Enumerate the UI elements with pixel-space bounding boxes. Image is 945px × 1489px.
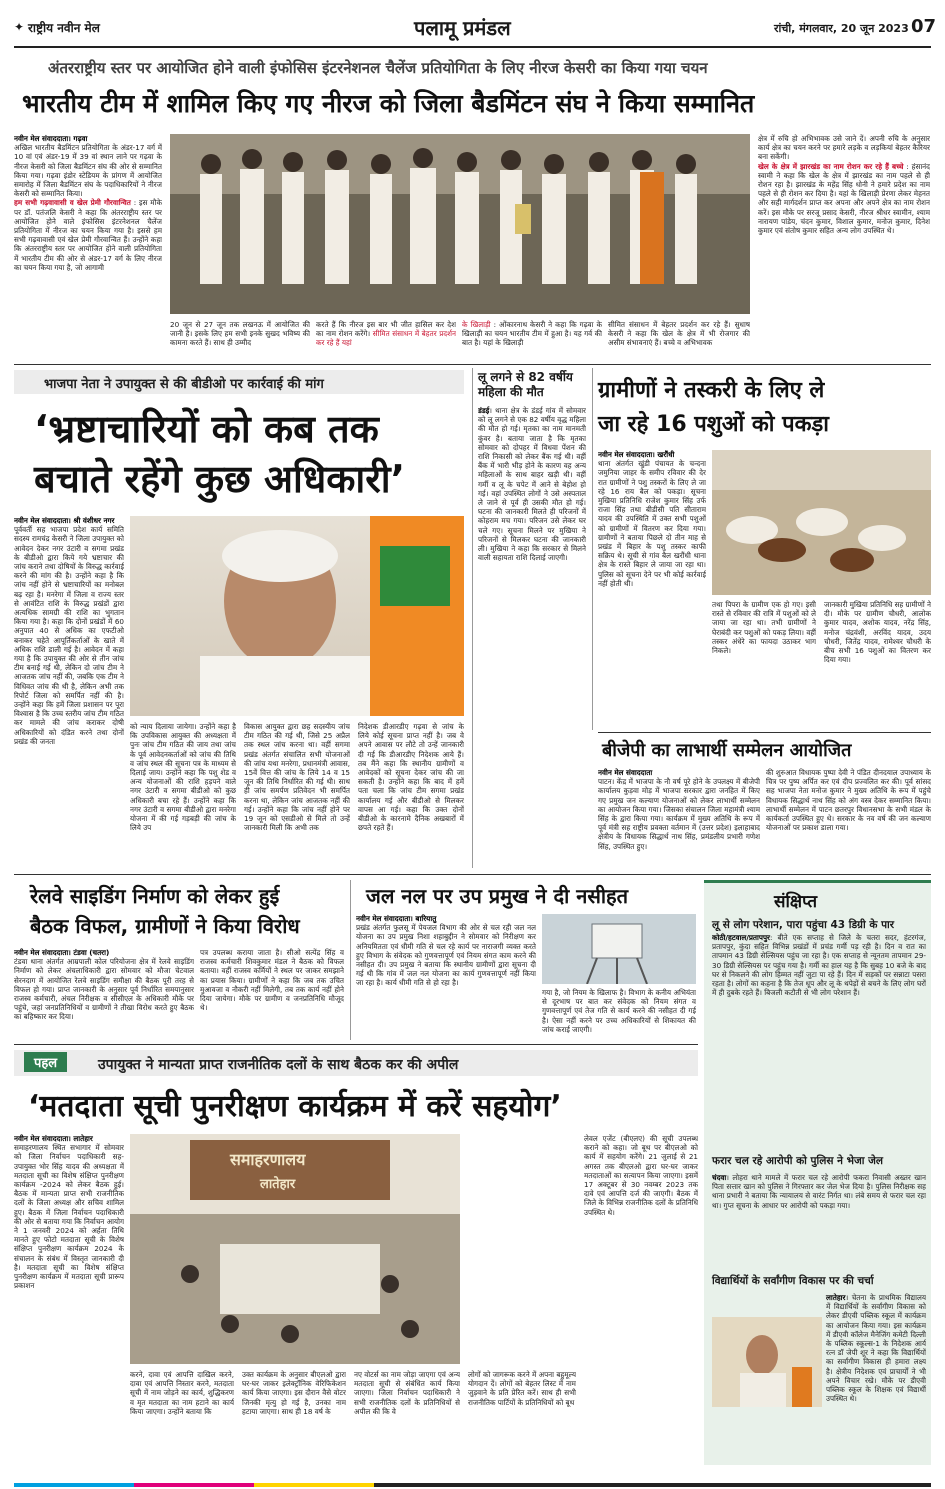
story1-byline: नवीन मेल संवाददाता। गढ़वा: [14, 134, 88, 143]
divider: [598, 732, 931, 733]
story7-column-2: गया है, जो नियम के खिलाफ है। विभाग के कनीय अभियंता से दूरभाष पर बात कर संवेदक को नियम संगत व गुणवत्तापूर्ण एवं तेज गति से कार्य करने की नसीहत दी गई है। ऐसा नहीं करने पर उच्च अधिकारियों से शिकायत की जांच कराई जाएगी।: [542, 988, 696, 1034]
story4-body: थाना अंतर्गत खुंडी पंचायत के चन्दना जमुनिया जाहर के समीप रविवार की देर रात ग्रामीणों ने पशु तस्करों के लिए ले जा रहे 16 राय बैल को पकड़ा। सूचना मुखिया प्रतिनिधि राजेश कुमार सिंह उर्फ राजा सिंह तथा बीडीसी पति सीताराम यादव की उपस्थिति में उक्त सभी पशुओं को ग्रामीणों में वितरण कर दिया गया। ग्रामीणों ने बताया पिछले दो तीन माह से प्रखंड में बिहार के पशु तस्कर काफी सक्रिय थे। सूची से गांव बैल खरौंधी थाना क्षेत्र के रास्ते बिहार ले जाया जा रहा था। पुलिस को सूचना देने पर भी कोई कार्रवाई नहीं होती थी।: [598, 459, 706, 588]
story8-byline: नवीन मेल संवाददाता। लातेहार: [14, 1134, 93, 1143]
story3-body: । थाना क्षेत्र के डंडई गांव में सोमवार को लू लगने से एक 82 वर्षीय वृद्ध महिला की मौत हो गई। मृतका का नाम मानमती कुंवर है। बताया जाता है कि मृतका सोमवार को दोपहर में विधवा पेंशन की राशि निकासी को लेकर बैंक गई थी। वहीं बैंक में भारी भीड़ होने के कारण वह अन्य महिलाओं के साथ बाहर खड़ी थी। वहीं गर्मी व लू के चपेट में आने से बेहोश हो गई। वहां उपस्थित लोगों ने उसे अस्पताल ले जाने से पूर्व ही उसकी मौत हो गई। घटना की जानकारी मिलते ही परिजनों में कोहराम मच गया। परिजन उसे लेकर घर चले गए। सूचना मिलने पर मुखिया ने परिजनों से मिलकर घटना की जानकारी ली। मुखिया ने कहा कि सरकार से मिलने वाली सहायता राशि दिलाई जाएगी।: [478, 406, 586, 563]
story3-dateline: डंडई: [478, 406, 490, 415]
print-registration-strip: [14, 1474, 931, 1482]
paper-name: राष्ट्रीय नवीन मेल: [28, 21, 100, 35]
story6-column-1: [14, 948, 194, 1040]
sidebar-item3-byline: लातेहार: [826, 1293, 846, 1302]
story-badminton: [14, 52, 931, 362]
cattle-image: [712, 450, 931, 595]
story-cattle: [598, 368, 931, 730]
story1-column-3-text: करते हैं कि नीरज इस बार भी जीत हासिल कर देश का नाम रोशन करेंगे।: [316, 320, 456, 339]
story-railway: [14, 880, 344, 1040]
divider: [592, 368, 593, 730]
story-heatstroke: [478, 368, 586, 868]
divider: [350, 880, 351, 1040]
story8-column-4: नए वोटर्स का नाम जोड़ा जाएगा एवं अन्य मतदाता सूची से संबंधित कार्य किया जाएगा। जिला निर्वाचन पदाधिकारी ने सभी राजनीतिक दलों के प्रतिनिधियों से अपील की कि वे: [354, 1370, 460, 1416]
paper-logo-icon: ✦: [14, 20, 25, 34]
story8-kicker: उपायुक्त ने मान्यता प्राप्त राजनीतिक दलों के साथ बैठक कर की अपील: [98, 1057, 459, 1073]
story1-column-3: [316, 320, 456, 356]
story8-column-2: करने, दावा एवं आपत्ति दाखिल करने, दावा एवं आपत्ति निस्तार करने, मतदाता सूची में नाम जोड़ने का कार्य, शुद्धिकरण व मृत मतदाता का नाम हटाने का कार्य किया जाएगा। उन्होंने बताया कि: [130, 1370, 234, 1416]
story5-body: पाटन। केंद्र में भाजपा के नौ वर्ष पूरे होने के उपलक्ष्य में बीजेपी कार्यालय कुड़वा मोड़ में भाजपा सरकार द्वारा जनहित में किए गए प्रमुख जन कल्याण योजनाओं को लेकर लाभार्थी सम्मेलन का आयोजन किया गया। जिसका संचालन जिला महामंत्री श्याम सिंह के द्वारा किया गया। कार्यक्रम में मुख्य अतिथि के रूप में पूर्व मंत्री सह राष्ट्रीय प्रवक्ता वर्तमान में (उत्तर प्रदेश) इलाहाबाद क्षेत्रीय के विधायक सिद्धार्थ नाथ सिंह, प्रमंडलीय प्रभारी गणेश सिंह, उपस्थित हुए।: [598, 777, 760, 851]
story4-column-3: जानकारी मुखिया प्रतिनिधि सह ग्रामीणों ने दी। मौके पर ग्रामीण चौधरी, आलोक कुमार यादव, अशोक यादव, नरेंद्र सिंह, मनोज चंद्रवंशी, अरविंद यादव, उदय चौधरी, जितेंद्र यादव, रामेश्वर चौधरी के बीच सभी 16 पशुओं का वितरण कर दिया गया।: [824, 600, 931, 665]
story2-headline-1: ‘भ्रष्टाचारियों को कब तक: [34, 407, 379, 451]
story5-column-2: की शुरुआत विधायक पुष्पा देवी ने पंडित दीनदयाल उपाध्याय के चित्र पर पुष्प अर्पित कर एवं दीप प्रज्वलित कर की। पूर्व सांसद सह भाजपा नेता मनोज कुमार ने मुख्य अतिथि के रूप में पहुंचे विधायक सिद्धार्थ नाथ सिंह को अंग वस्त्र देकर सम्मानित किया। लाभार्थी सम्मेलन में पाटन छतरपुर विधानसभा के सभी मंडल के कार्यकर्ता उपस्थित हुए थे। सरकार के नव वर्ष की जन कल्याण योजनाओं पर प्रकाश डाला गया।: [766, 768, 931, 833]
story7-byline: नवीन मेल संवाददाता। बारियातु: [356, 914, 437, 923]
story6-body: टंडवा थाना अंतर्गत आम्रपाली कोल परियोजना क्षेत्र में रेलवे साइडिंग निर्माण को लेकर अंचलाधिकारी द्वारा सोमवार को मौजा चेटवाल सेरनदाग में आयोजित रेलवे साइडिंग समीक्षा की बैठक पूरी तरह से विफल हो गया। प्राप्त जानकारी के अनुसार पूर्व निर्धारित समयानुसार राजस्व कर्मचारी, अंचल निरीक्षक व सीसीएल के अधिकारी मौके पर पहुंचे, जहां जनप्रतिनिधियों व ग्रामीणों ने तीखा विरोध करते हुए बैठक का बहिष्कार कर दिया।: [14, 957, 194, 1022]
story2-column-1: [14, 516, 124, 866]
photo-sign-1: समाहरणालय: [230, 1150, 306, 1169]
story2-column-2: को न्याय दिलाया जायेगा। उन्होंने कहा है कि उपविकास आयुक्त की अध्यक्षता में पुनः जांच टीम गठित की जाय तथा जांच के पूर्व आवेदनकर्ताओं को जांच की तिथि व जांच स्थल की सूचना पत्र के माध्यम से दिलाई जाय। उन्होंने कहा कि पशु शेड व अन्य योजनाओं की राशि हड़पने वाले नगर उंटारी व सगमा बीडीओ को कुछ अधिकारी बचा रहे हैं। उन्होंने कहा कि नगर उंटारी व सगमा बीडीओ द्वारा मनरेगा योजना में की गई गड़बड़ी की जांच के लिये उप: [130, 722, 236, 833]
story1-column-3-red: सीमित संसाधन में बेहतर प्रदर्शन कर रहे हैं यहां: [316, 329, 456, 348]
sidebar-item1-byline: कोठी/हटवाल/प्रतापपुर: [712, 933, 770, 942]
story2-kicker-bar: [14, 370, 464, 394]
story2-column-4: निदेशक डीआरडीए गढ़वा से जांच के लिये कोई सूचना प्राप्त नहीं है। जब वे अपने आवास पर लौटे तो उन्हें जानकारी दी गई कि डीआरडीए निदेशक आये हैं। तब मैंने कहा कि स्थानीय ग्रामीणों व आवेदकों को सूचना देकर जांच की जा सकती है। उन्होंने कहा कि बाद में हमें पता चला कि जांच टीम सगमा प्रखंड कार्यालय गई और बीडीओ से मिलकर वापस आ गई। कहा कि उक्त दोनों बीडीओ के कारनामे दैनिक अखबारों में छपते रहते हैं।: [358, 722, 464, 833]
story6-column-2: पत्र उपलब्ध कराया जाता है। सीओ सत्येंद्र सिंह व राजस्व कर्मचारी शिवकुमार मंडल ने बैठक को विफल बताया। वहीं राजस्व कर्मियों ने स्थल पर जाकर समझाने का प्रयास किया। ग्रामीणों ने कहा कि जब तक उचित मुआवजा व नौकरी नहीं मिलेगी, तब तक कार्य नहीं होने दिया जायेगा। मौके पर ग्रामीण व जनप्रतिनिधि मौजूद थे।: [200, 948, 344, 1013]
story2-byline: नवीन मेल संवाददाता। श्री वंशीधर नगर: [14, 516, 115, 525]
water-tank-image: [542, 914, 696, 984]
group-photo-image: [170, 134, 750, 314]
story1-kicker: अंतरराष्ट्रीय स्तर पर आयोजित होने वाली इंफोसिस इंटरनेशनल चैलेंज प्रतियोगिता के लिए नीरज केसरी का किया गया चयन: [48, 59, 708, 77]
sidebar-item3-head: विद्यार्थियों के सर्वांगीण विकास पर की चर्चा: [712, 1275, 874, 1287]
story8-column-3: उक्त कार्यक्रम के अनुसार बीएलओ द्वारा घर-घर जाकर इलेक्ट्रॉनिक वेरिफिकेशन कार्य किया जाएगा। इस दौरान वैसे वोटर जिनकी मृत्यु हो गई है, उनका नाम हटाया जाएगा। साथ ही 18 वर्ष के: [242, 1370, 346, 1416]
divider: [14, 1044, 698, 1045]
story1-headline: भारतीय टीम में शामिल किए गए नीरज को जिला बैडमिंटन संघ ने किया सम्मानित: [22, 89, 755, 118]
color-bar-icon: [14, 1481, 931, 1489]
story-corruption: [14, 368, 464, 868]
story4-headline-2: जा रहे 16 पशुओं को पकड़ा: [598, 412, 830, 437]
story8-photo: [130, 1134, 460, 1364]
story1-column-5: सीमित संसाधन में बेहतर प्रदर्शन कर रहे हैं। सुधाष केसरी ने कहा कि खेल के क्षेत्र में भी रोजगार की असीम संभावनाएं हैं। बच्चे व अभिभावक: [608, 320, 750, 348]
story8-headline: ‘मतदाता सूची पुनरीक्षण कार्यक्रम में करें सहयोग’: [28, 1089, 562, 1124]
story2-body: पूर्ववर्ती सह भाजपा प्रदेश कार्य समिति सदस्य रामचंद्र केसरी ने जिला उपायुक्त को आवेदन देकर नगर उंटारी व सगमा प्रखंड के बीडीओ द्वारा किये गये भ्रष्टाचार की जांच कराने तथा दोषियों के विरुद्ध कार्रवाई करने की मांग की है। उन्होंने कहा है कि जांच नहीं होने से भ्रष्टाचारियों का मनोबल बढ़ रहा है। मनरेगा में जिला व राज्य स्तर से आवंटित राशि के विरुद्ध प्रखंडों द्वारा अत्यधिक सामग्री की राशि का भुगतान किया गया है। कहा कि दोनों प्रखंडों में 60 अनुपात 40 से अधिक का एफटीओ बनाकर चहेते आपूर्तिकर्ताओं के खाते में अधिक राशि डाली गई है। आवेदन में कहा गया है कि उपायुक्त की ओर से तीन जांच टीम बनाई गई थी, लेकिन दो जांच टीम ने आजतक जांच नहीं की, जबकि एक टीम ने विधिवत जांच की थी है, लेकिन अभी तक रिपोर्ट जिला को समर्पित नहीं की है। उन्होंने कहा कि हमें जिला प्रशासन पर पूरा विश्वास है कि उच्च स्तरीय जांच टीम गठित कर मामले की जांच कराकर दोषी अधिकारियों को दंडित करने तथा दोनों प्रखंड की जनता: [14, 525, 124, 746]
story2-kicker: भाजपा नेता ने उपायुक्त से की बीडीओ पर कार्रवाई की मांग: [44, 377, 324, 392]
story1-right-text2: : हंसानंद स्वामी ने कहा कि खेल के क्षेत्र में झारखंड का नाम पहले से ही रोशन रहा है। झारखंड के महेंद्र सिंह धोनी ने हमारे प्रदेश का नाम पहले से ही रोशन कर दिया है। यहां के खिलाड़ी प्रेरणा लेकर मेहनत और सही मार्गदर्शन प्राप्त कर अपना और अपने क्षेत्र का नाम रोशन करें। इस मौके पर सरजू प्रसाद केसरी, नीरज श्रीधर स्वामीन, श्याम नारायण पांडेय, चंदन कुमार, विशाल कुमार, मनोज कुमार, दिनेश कुमार एवं संतोष कुमार सहित अन्य लोग उपस्थित थे।: [758, 161, 930, 236]
sidebar-item3-body: । चेतना के प्राथमिक विद्यालय में विद्यार्थियों के सर्वांगीण विकास को लेकर डीएवी पब्लिक स्कूल में कार्यक्रम का आयोजन किया गया। इस कार्यक्रम में डीएवी कॉलेज मैनेजिंग कमेटी दिल्ली के पब्लिक स्कूल्स-1 के निदेशक आर्य रत्न डॉ जेपी शूर ने कहा कि विद्यार्थियों का सर्वांगीण विकास ही हमारा लक्ष्य है। क्षेत्रीय निदेशक एवं प्राचार्यों ने भी अपने विचार रखे। मौके पर डीएवी पब्लिक स्कूल के शिक्षक एवं विद्यार्थी उपस्थित थे।: [826, 1293, 926, 1404]
story8-column-5: लोगों को जागरूक करने में अपना बहुमूल्य योगदान दें। लोगों को बेहतर लिस्ट में नाम जुड़वाने के प्रति प्रेरित करें। साथ ही सभी राजनीतिक पार्टियों के प्रतिनिधियों को बूथ: [468, 1370, 576, 1407]
story1-column-4: [462, 320, 602, 356]
story-bjp-meeting: [598, 736, 931, 870]
story1-right-red: खेल के क्षेत्र में झारखंड का नाम रोशन कर रहे हैं बच्चे: [758, 161, 904, 171]
sidebar-item1-head: लू से लोग परेशान, पारा पहुंचा 43 डिग्री के पार: [712, 919, 895, 931]
story7-photo: [542, 914, 696, 984]
story5-column-1: [598, 768, 760, 868]
story4-headline-1: ग्रामीणों ने तस्करी के लिए ले: [598, 378, 825, 403]
sidebar-item1-body: : बीते एक सप्ताह से जिले के चतरा सदर, हंटरगंज, प्रतापपुर, कुंदा सहित विभिन्न प्रखंडों में प्रचंड गर्मी पड़ रही है। दिन व रात का तापमान 43 डिग्री सेल्सियस पहुंच जा रहा है। एक सप्ताह से न्यूनतम तापमान 29-30 डिग्री सेल्सियस पर पहुंच गया है। गर्मी का हाल यह है कि सुबह 10 बजे के बाद घर से निकलने की लोग हिम्मत नहीं जुटा पा रहे हैं। दिन में सड़कों पर सन्नाटा पसरा रहता है। लोगों का कहना है कि तेज धूप और लू के थपेड़ों से बचने के लिए लोग घरों में ही दुबके रहते हैं। बिजली कटौती से भी लोग परेशान हैं।: [712, 933, 926, 998]
story-water-tap: [356, 880, 696, 1040]
story6-byline: नवीन मेल संवाददाता। टंडवा (चतरा): [14, 948, 110, 957]
photo-sign-2: लातेहार: [260, 1177, 296, 1192]
story2-headline-2: बचाते रहेंगे कुछ अधिकारी’: [34, 457, 406, 501]
story1-photo: [170, 134, 750, 314]
story1-column-4-red: के खिलाड़ी: [462, 320, 491, 329]
section-title: पलामू प्रमंडल: [414, 16, 511, 40]
story4-byline: नवीन मेल संवाददाता। खरौंधी: [598, 450, 675, 459]
story4-photo: [712, 450, 931, 595]
sidebar-item2-body: । लोहरा थाने मामले में फरार चल रहे आरोपी फकरा निवासी अख्तर खान पिता सत्तार खान को पुलिस ने गिरफ्तार कर जेल भेज दिया है। पुलिस निरीक्षक सह थाना प्रभारी ने बताया कि न्यायालय से वारंट निर्गत था। लंबे समय से फरार चल रहा था। गुप्त सूचना के आधार पर आरोपी को पकड़ा गया।: [712, 1173, 926, 1210]
page-number: 07: [911, 16, 937, 37]
sidebar-item1: [712, 933, 926, 1151]
story1-subhead: हम सभी गढ़वावासी व खेल प्रेमी गौरवान्वित: [14, 198, 131, 208]
story8-column-6: लेवल एजेंट (बीएलए) की सूची उपलब्ध कराने को कहा। जो बूथ पर बीएलओ को कार्य में सहयोग करेंगे। 21 जुलाई से 21 अगस्त तक बीएलओ द्वारा घर-घर जाकर मतदाताओं का सत्यापन किया जाएगा। इसमें 17 अक्टूबर से 30 नवम्बर 2023 तक दावे एवं आपत्ति दर्ज की जाएगी। बैठक में जिले के विभिन्न राजनीतिक दलों के प्रतिनिधि उपस्थित थे।: [584, 1134, 698, 1217]
story4-column-1: [598, 450, 706, 725]
story7-body: प्रखंड अंतर्गत फुलसू में पेयजल विभाग की ओर से चल रही जल नल योजना का उप प्रमुख निशा शहाबुद्दीन ने सोमवार को निरीक्षण कर अनियमितता एवं धीमी गति से चल रहे कार्य पर नाराजगी व्यक्त करते हुए विभाग के संवेदक को गुणवत्तापूर्ण एवं नियम संगत काम करने की नसीहत दी। उप प्रमुख ने बताया कि स्थानीय ग्रामीणों द्वारा सूचना दी गई थी कि गांव में जल नल योजना का कार्य गुणवत्तापूर्ण नहीं किया जा रहा है। कार्य धीमी गति से हो रहा है।: [356, 923, 536, 988]
sidebar-item3: [712, 1293, 926, 1465]
sidebar-item2-head: फरार चल रहे आरोपी को पुलिस ने भेजा जेल: [712, 1155, 884, 1167]
story6-headline-1: रेलवे साइडिंग निर्माण को लेकर हुई: [30, 884, 280, 908]
story8-body: समाहरणालय स्थित सभागार में सोमवार को जिला निर्वाचन पदाधिकारी सह-उपायुक्त भोर सिंह यादव की अध्यक्षता में मतदाता सूची का विशेष संक्षिप्त पुनरीक्षण कार्यक्रम -2024 को लेकर बैठक हुई। बैठक में मान्यता प्राप्त सभी राजनीतिक दलों के जिला अध्यक्ष और सचिव शामिल हुए। बैठक में जिला निर्वाचन पदाधिकारी की ओर से बताया गया कि निर्वाचन आयोग ने 1 जनवरी 2024 को अर्हता तिथि मानते हुए फोटो मतदाता सूची के विशेष संक्षिप्त पुनरीक्षण कार्यक्रम 2024 के संचालन के संबंध में विस्तृत जानकारी दी है। मतदाता सूची का विशेष संक्षिप्त पुनरीक्षण कार्यक्रम में मतदाता सूची प्रारूप प्रकाशन: [14, 1143, 124, 1291]
sidebar-item2: [712, 1173, 926, 1273]
story6-headline-2: बैठक विफल, ग्रामीणों ने किया विरोध: [30, 914, 300, 938]
divider: [14, 364, 931, 365]
divider: [14, 874, 931, 875]
story5-byline: नवीन मेल संवाददाता: [598, 768, 653, 777]
sidebar-item2-byline: चंदवा: [712, 1173, 727, 1182]
story1-right-text: क्षेत्र में रुचि हो अभिभावक उसे जाने दें। अपनी रुचि के अनुसार कार्य क्षेत्र का चयन करने पर हमारे लड़के व लड़कियां बेहतर कैरियर बना सकेंगी।: [758, 134, 930, 162]
brief-news-sidebar: [704, 880, 931, 1465]
story1-body2: : इस मौके पर डॉ. पतंजलि केसरी ने कहा कि अंतरराष्ट्रीय स्तर पर आयोजित होने वाले इंफोसिस इंटरनेशनल चैलेंज प्रतियोगिता में नीरज का चयन किया गया है। इससे हम सभी गढ़वावासी एवं खेल प्रेमी गौरवान्वित हैं। उन्होंने कहा कि अंतरराष्ट्रीय स्तर पर आयोजित होने वाली प्रतियोगिता में भारतीय टीम की ओर से अंडर-17 वर्ग के लिए नीरज का चयन किया गया है, जो आगामी: [14, 198, 162, 272]
story7-headline: जल नल पर उप प्रमुख ने दी नसीहत: [366, 884, 629, 908]
story7-column-1: [356, 914, 536, 1040]
masthead: [14, 12, 937, 48]
dateline: रांची, मंगलवार, 20 जून 2023: [774, 22, 909, 35]
portrait-image: [130, 516, 464, 716]
divider: [472, 368, 473, 868]
story1-column-2: 20 जून से 27 जून तक लखनऊ में आयोजित की जानी है। इसके लिए हम सभी इनके सुखद भविष्य की कामना करते हैं। साथ ही उम्मीद: [170, 320, 310, 348]
story3-headline: लू लगने से 82 वर्षीय महिला की मौत: [478, 370, 573, 399]
photo-float-spacer: [712, 1293, 826, 1409]
story2-column-3: विकास आयुक्त द्वारा छह सदस्यीय जांच टीम गठित की गई थी, जिसे 25 अप्रैल तक स्थल जांच करना था। वहीं सगमा प्रखंड अंतर्गत संचालित सभी योजनाओं की जांच यथा मनरेगा, प्रधानमंत्री आवास, 15वें वित्त की जांच के लिये 14 व 15 जून की तिथि निर्धारित की गई थी। साथ ही जांच समर्पण प्रतिवेदन भी समर्पित करना था, लेकिन जांच आजतक नहीं की गई। उन्होंने कहा कि जांच नहीं होने पर 19 जून को एसडीओ से मिले तो उन्हें जानकारी मिली कि अभी तक: [244, 722, 350, 833]
story-voter-list: [14, 1048, 698, 1468]
story8-label: पहल: [24, 1052, 67, 1072]
story8-column-1: [14, 1134, 124, 1464]
story2-photo: [130, 516, 464, 716]
story4-column-2: तथा पिपरा के ग्रामीण एक हो गए। इसी रास्ते से रविवार की रात्रि में पशुओं को ले जाया जा रहा था। तभी ग्रामीणों ने घेराबंदी कर पशुओं को पकड़ लिया। वहीं तस्कर अंधेरे का फायदा उठाकर भाग निकले।: [712, 600, 816, 656]
story5-headline: बीजेपी का लाभार्थी सम्मेलन आयोजित: [602, 740, 852, 761]
story8-kicker-bar: [14, 1050, 698, 1076]
sidebar-title: संक्षिप्त: [774, 892, 818, 912]
story1-column-4-text: : ओंकारनाथ केसरी ने कहा कि गढ़वा के खिलाड़ी का चयन भारतीय टीम में हुआ है। यह गर्व की बात है। यहां के खिलाड़ी: [462, 320, 602, 348]
story1-body: अखिल भारतीय बैडमिंटन प्रतियोगिता के अंडर-17 वर्ग में 10 वां एवं अंडर-19 में 39 वां स्थान लाने पर गढ़वा के नीरज केसरी को जिला बैडमिंटन संघ की ओर से सम्मानित किया गया। गढ़वा इंडोर स्टेडियम के प्रांगण में आयोजित समारोह में जिला बैडमिंटन संघ के पदाधिकारियों ने नीरज केसरी को सम्मानित किया।: [14, 143, 162, 199]
story3-column: [478, 406, 586, 866]
story1-right-column: [758, 134, 930, 358]
story1-column-1: [14, 134, 162, 354]
